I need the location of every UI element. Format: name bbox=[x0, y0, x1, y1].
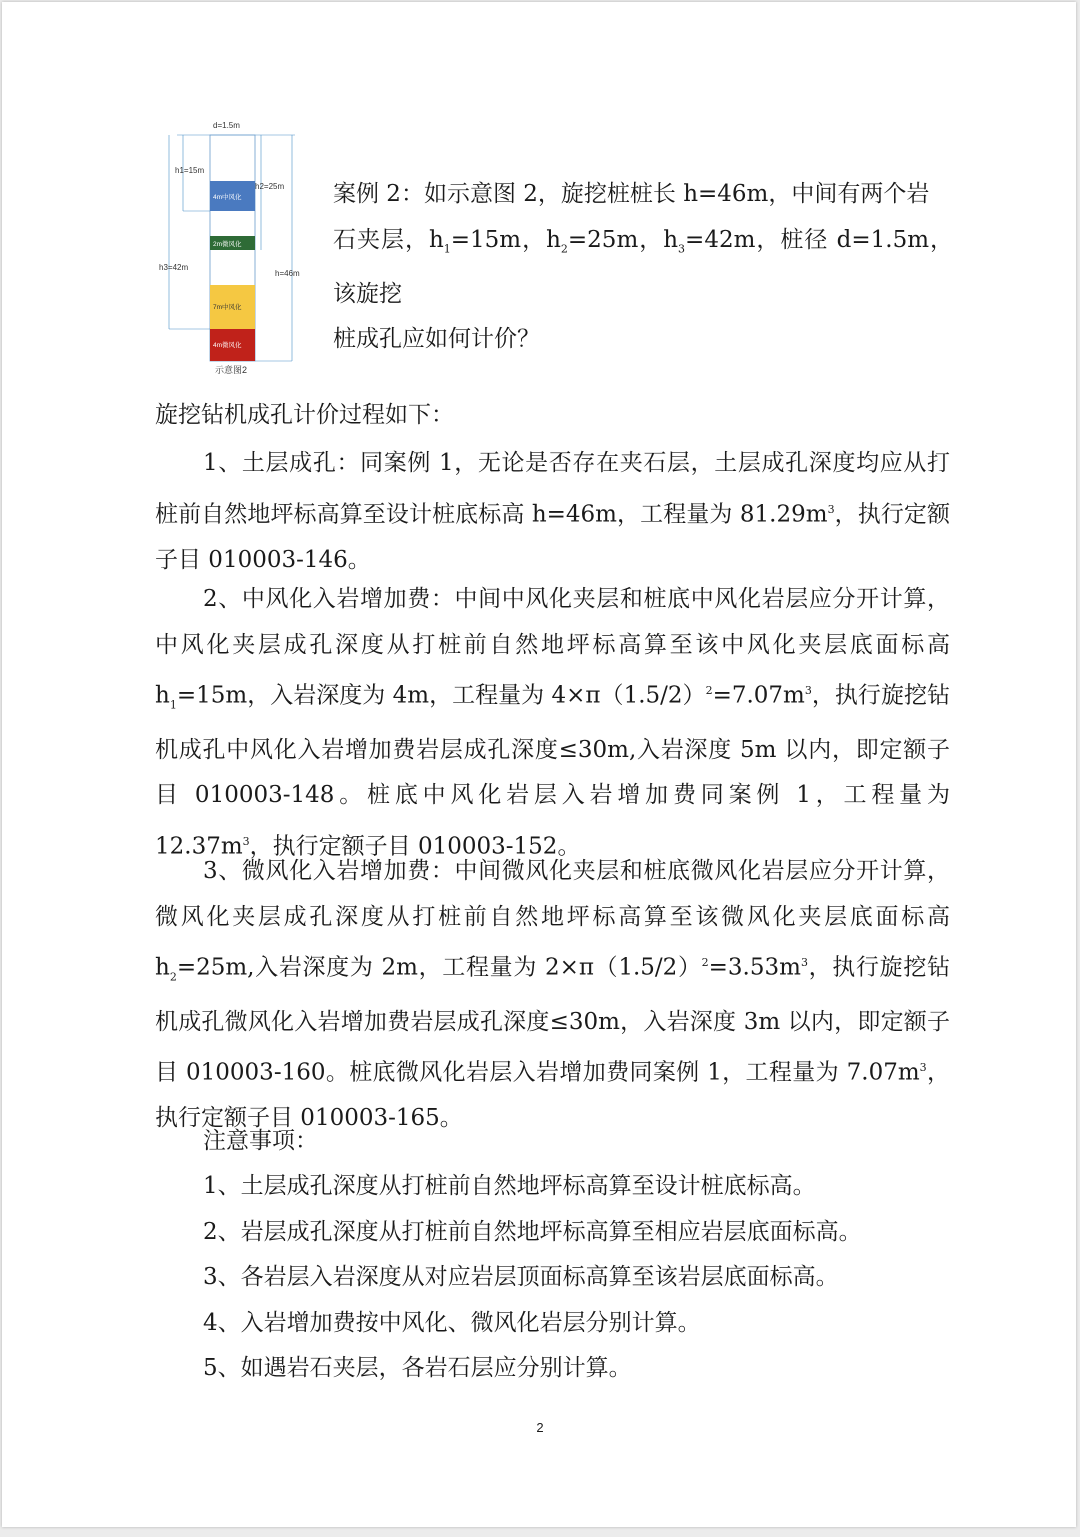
h2-label: h2=25m bbox=[255, 182, 285, 191]
note-item: 5、如遇岩石夹层，各岩石层应分别计算。 bbox=[203, 1355, 632, 1381]
case2-line1: 案例 2：如示意图 2，旋挖桩桩长 h=46m，中间有两个岩 bbox=[333, 181, 930, 207]
p2-text: ，执行定额子目 010003-152。 bbox=[249, 833, 581, 860]
case2-text: =15m，h bbox=[450, 226, 561, 253]
p2-text: =7.07m bbox=[712, 682, 805, 709]
superscript: 2 bbox=[701, 956, 709, 969]
case2-text: 石夹层，h bbox=[333, 226, 444, 253]
superscript: 3 bbox=[827, 502, 835, 516]
note-item: 4、入岩增加费按中风化、微风化岩层分别计算。 bbox=[203, 1310, 701, 1336]
p1-text: 1、土层成孔：同案例 1，无论是否存在夹石层，土层成孔深度均应从打桩前自然地坪标高算至设计桩底标高 h=46m，工程量为 81.29m bbox=[155, 450, 950, 528]
layer-3-label: 7m中风化 bbox=[213, 304, 242, 311]
superscript: 3 bbox=[919, 1061, 927, 1075]
p2-text: =15m，入岩深度为 4m，工程量为 4×π（1.5/2） bbox=[176, 682, 706, 709]
case-2-question bbox=[333, 172, 953, 363]
intro-line: 旋挖钻机成孔计价过程如下： bbox=[155, 402, 454, 428]
p2-text: ，执行旋挖钻机成孔中风化入岩增加费岩层成孔深度≤30m,入岩深度 5m 以内，即定额子目 010003-148。桩底中风化岩层入岩增加费同案例 1，工程量为 12.37m bbox=[155, 682, 950, 860]
layer-4-label: 4m微风化 bbox=[213, 342, 242, 349]
h-label: h=46m bbox=[275, 269, 300, 278]
p3-text: ，执行旋挖钻机成孔微风化入岩增加费岩层成孔深度≤30m，入岩深度 3m 以内，即定额子目 010003-160。桩底微风化岩层入岩增加费同案例 1，工程量为 7.07m bbox=[155, 954, 950, 1086]
page-number: 2 bbox=[536, 1420, 544, 1435]
case2-text: =25m，h bbox=[567, 226, 679, 253]
case2-text: =42m，桩径 d=1.5m，该旋挖 bbox=[333, 226, 953, 307]
layer-2-label: 2m微风化 bbox=[213, 241, 242, 248]
superscript: 3 bbox=[804, 684, 812, 697]
diagram-caption: 示意图2 bbox=[215, 365, 248, 375]
case2-line3: 桩成孔应如何计价？ bbox=[333, 326, 540, 353]
paragraph-2 bbox=[155, 577, 950, 870]
subscript: 3 bbox=[678, 242, 686, 256]
layer-1-label: 4m中风化 bbox=[213, 194, 242, 201]
p3-text: ，执行定额子目 010003-165。 bbox=[155, 1059, 950, 1132]
h1-label: h1=15m bbox=[175, 166, 205, 175]
subscript: 1 bbox=[443, 242, 451, 256]
superscript: 2 bbox=[705, 684, 713, 697]
p3-text: =3.53m bbox=[708, 954, 801, 981]
subscript: 1 bbox=[169, 698, 177, 712]
note-item: 3、各岩层入岩深度从对应岩层顶面标高算至该岩层底面标高。 bbox=[203, 1264, 839, 1290]
superscript: 3 bbox=[800, 956, 808, 969]
notes-title: 注意事项： bbox=[203, 1128, 318, 1154]
subscript: 2 bbox=[560, 242, 568, 256]
pile-diagram bbox=[155, 115, 315, 380]
note-item: 2、岩层成孔深度从打桩前自然地坪标高算至相应岩层底面标高。 bbox=[203, 1219, 862, 1245]
note-item: 1、土层成孔深度从打桩前自然地坪标高算至设计桩底标高。 bbox=[203, 1173, 816, 1199]
p3-text: 3、微风化入岩增加费：中间微风化夹层和桩底微风化岩层应分开计算，微风化夹层成孔深度从打桩前自然地坪标高算至该微风化夹层底面标高 h bbox=[155, 858, 950, 981]
p2-text: 2、中风化入岩增加费：中间中风化夹层和桩底中风化岩层应分开计算，中风化夹层成孔深度从打桩前自然地坪标高算至该中风化夹层底面标高 h bbox=[155, 586, 950, 709]
p1-text: ，执行定额子目 010003-146。 bbox=[155, 501, 951, 573]
h3-label: h3=42m bbox=[159, 263, 189, 272]
paragraph-1 bbox=[155, 441, 950, 583]
diameter-label: d=1.5m bbox=[213, 121, 240, 130]
paragraph-3 bbox=[155, 849, 950, 1142]
p3-text: =25m,入岩深度为 2m，工程量为 2×π（1.5/2） bbox=[176, 954, 702, 981]
superscript: 3 bbox=[242, 834, 250, 848]
subscript: 2 bbox=[169, 970, 177, 984]
